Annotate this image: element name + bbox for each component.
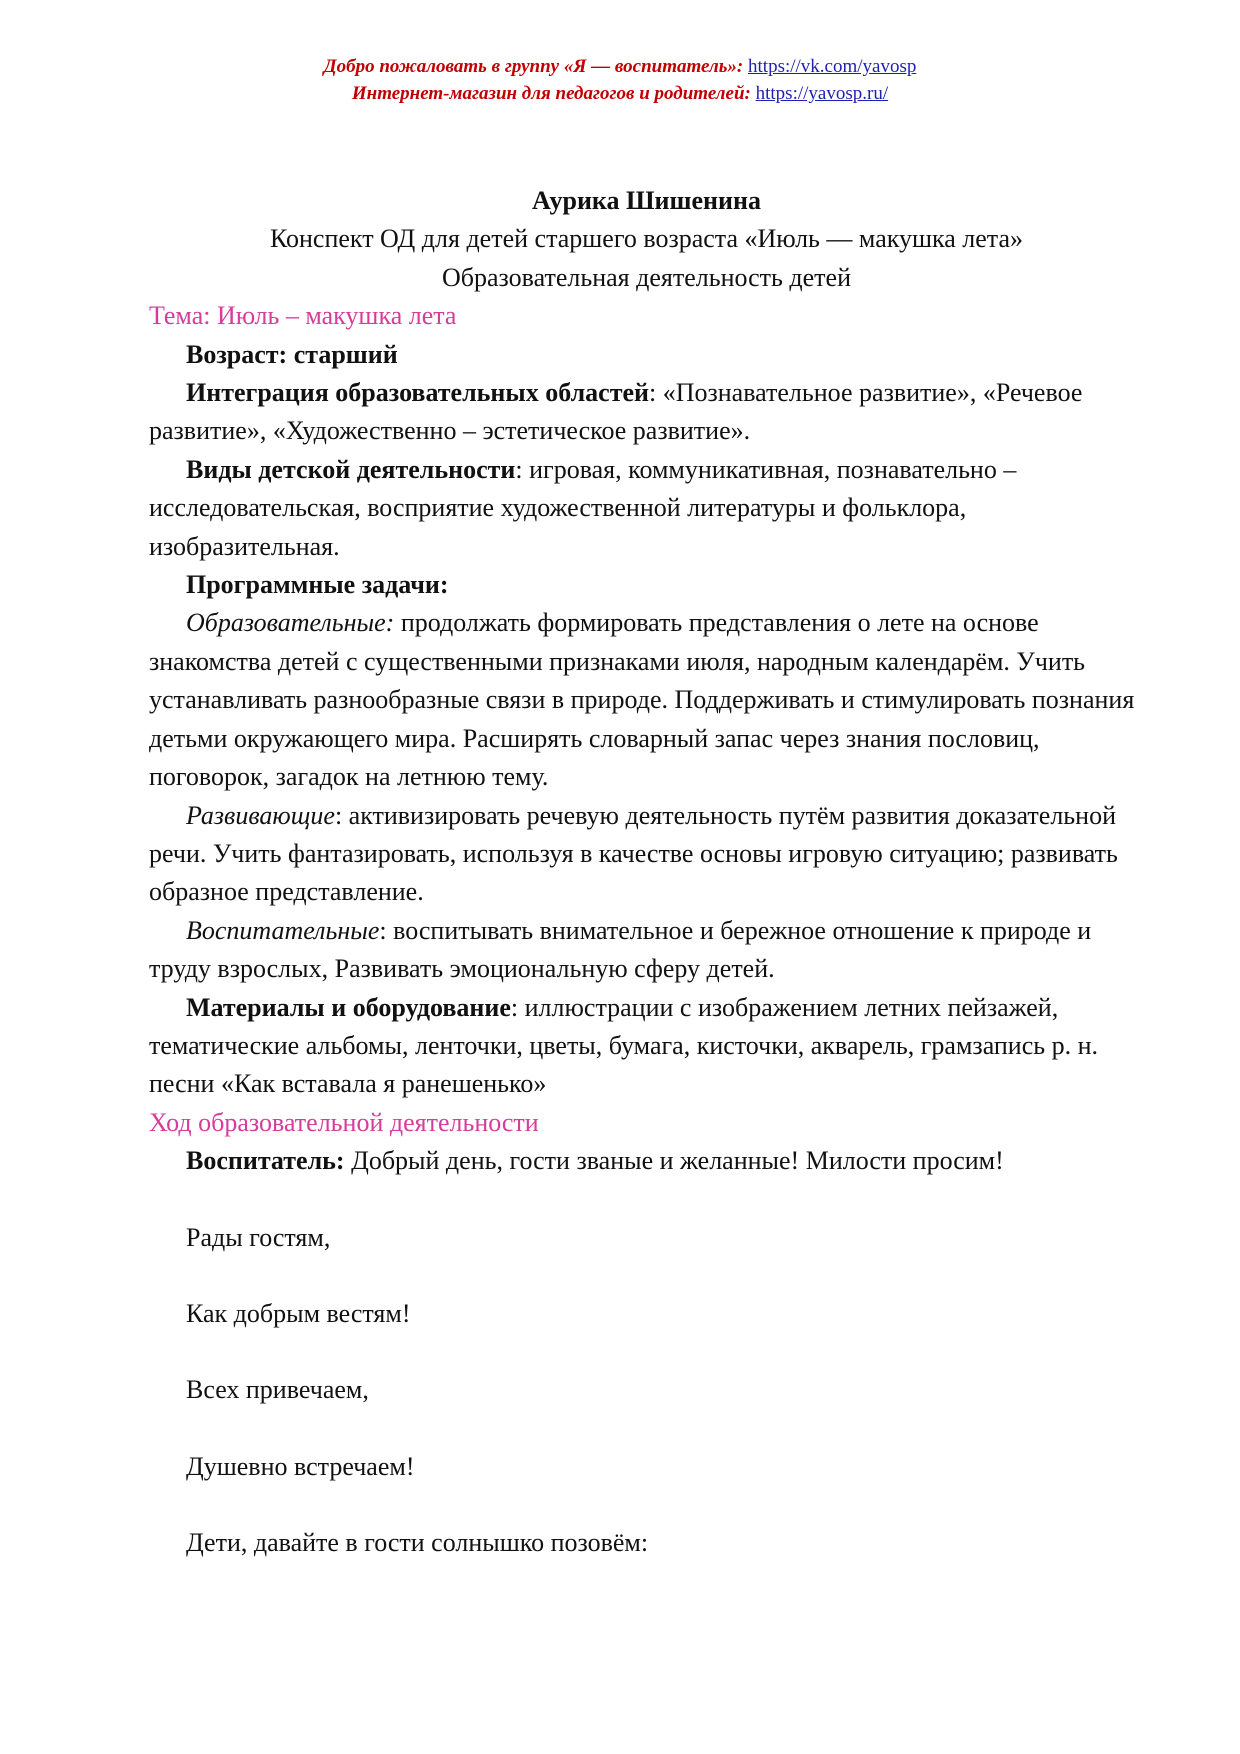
poem-line: Как добрым вестям! <box>186 1298 411 1328</box>
shop-link[interactable]: https://yavosp.ru/ <box>755 83 889 104</box>
welcome-text: Добро пожаловать в группу «Я — воспитатель»: <box>323 56 744 77</box>
poem-line: Душевно встречаем! <box>186 1451 415 1481</box>
activities-text: : игровая, коммуникативная, познавательно – исследовательская, восприятие художественной литературы и фольклора, изобразительная. <box>149 454 1017 561</box>
document-body <box>149 182 1144 1563</box>
shop-text: Интернет-магазин для педагогов и родителей: <box>351 83 751 104</box>
activities-label: Виды детской деятельности <box>186 454 516 484</box>
header-line-1 <box>0 56 1240 78</box>
document-subtitle: Конспект ОД для детей старшего возраста «Июль — макушка лета» <box>269 224 1024 254</box>
integration-label: Интеграция образовательных областей <box>186 378 649 408</box>
teacher-label: Воспитатель: <box>186 1146 345 1176</box>
upbringing-label: Воспитательные <box>186 915 380 945</box>
educational-text: продолжать формировать представления о лете на основе знакомства детей с существенными признаками июля, народным календарём. Учить устанавливать разнообразные связи в природе. Поддерживать и стимулировать познания детьми окружающего мира. Расширять словарный запас через знания пословиц, поговорок, загадок на летнюю тему. <box>149 608 1135 792</box>
materials-label: Материалы и оборудование <box>186 992 511 1022</box>
course-heading: Ход образовательной деятельности <box>149 1107 539 1137</box>
topic-line: Тема: Июль – макушка лета <box>149 301 457 331</box>
poem-line: Всех привечаем, <box>186 1375 369 1405</box>
poem-line: Рады гостям, <box>186 1222 331 1252</box>
educational-label: Образовательные: <box>186 608 395 638</box>
materials-paragraph <box>149 989 1144 1104</box>
author-name: Аурика Шишенина <box>532 186 761 215</box>
upbringing-paragraph <box>149 912 1144 989</box>
activities-paragraph <box>149 451 1144 566</box>
integration-paragraph <box>149 374 1144 451</box>
document-subtitle-2: Образовательная деятельность детей <box>442 262 851 292</box>
developing-paragraph <box>149 797 1144 912</box>
poem-line: Дети, давайте в гости солнышко позовём: <box>186 1528 649 1558</box>
tasks-heading: Программные задачи: <box>186 570 449 600</box>
integration-text: : «Познавательное развитие», «Речевое развитие», «Художественно – эстетическое развитие». <box>149 378 1083 446</box>
teacher-paragraph <box>149 1142 1144 1180</box>
educational-paragraph <box>149 604 1144 796</box>
age-line: Возраст: старший <box>186 339 398 369</box>
teacher-text: Добрый день, гости званые и желанные! Милости просим! <box>344 1146 1004 1176</box>
header-line-2 <box>0 83 1240 105</box>
developing-label: Развивающие <box>186 800 335 830</box>
materials-text: : иллюстрации с изображением летних пейзажей, тематические альбомы, ленточки, цветы, бумага, кисточки, акварель, грамзапись р. н. песни «Как вставала я ранешенько» <box>149 992 1099 1099</box>
developing-text: : активизировать речевую деятельность путём развития доказательной речи. Учить фантазировать, используя в качестве основы игровую ситуацию; развивать образное представление. <box>149 800 1118 907</box>
upbringing-text: : воспитывать внимательное и бережное отношение к природе и труду взрослых, Развивать эмоциональную сферу детей. <box>149 915 1092 984</box>
vk-group-link[interactable]: https://vk.com/yavosp <box>748 56 917 77</box>
